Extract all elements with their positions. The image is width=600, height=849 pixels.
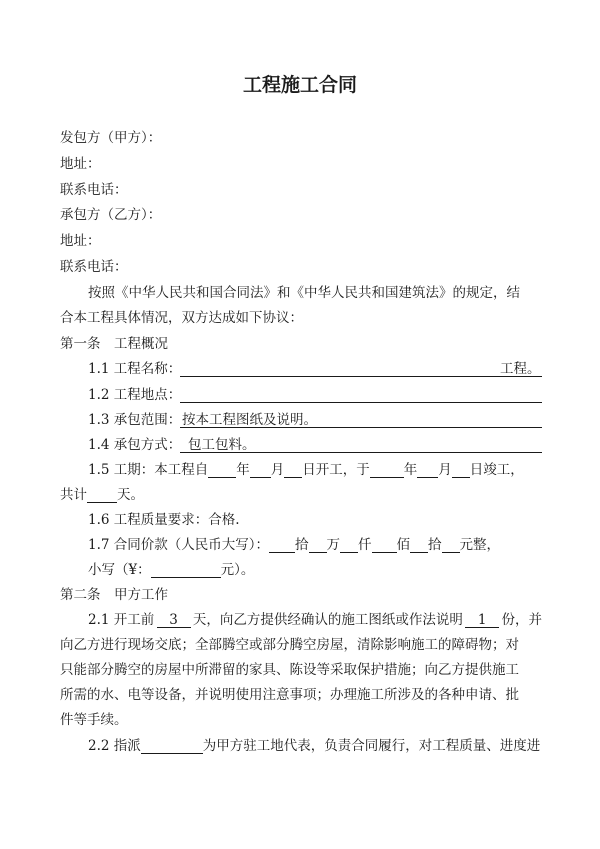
item-1-1-label: 1.1 工程名称： (88, 361, 182, 377)
item-1-7-text-e: 佰 (396, 537, 411, 553)
party-a-label: 发包方（甲方）： (60, 130, 162, 146)
price-shi-blank (410, 537, 428, 553)
item-1-7-text-b: 拾 (295, 537, 309, 553)
article-2-heading: 第二条 甲方工作 (60, 587, 168, 603)
party-a-address: 地址： (60, 156, 101, 172)
item-1-5-text-h: 共计 (60, 487, 87, 503)
total-days-blank (87, 487, 117, 503)
project-location-blank (180, 387, 542, 403)
item-2-1-text-a: 2.1 开工前 (88, 612, 155, 628)
party-b-address: 地址： (60, 233, 101, 249)
article-1-heading: 第一条 工程概况 (60, 336, 168, 352)
start-year-blank (208, 462, 236, 478)
item-2-1-line-1 (88, 612, 542, 628)
item-2-1-line-5: 件等手续。 (60, 712, 128, 728)
item-1-3-label: 1.3 承包范围： (88, 412, 182, 428)
item-2-1-line-4: 所需的水、电等设备，并说明使用注意事项；办理施工所涉及的各种申请、批 (60, 687, 519, 703)
item-1-1-suffix: 工程。 (500, 361, 541, 377)
drawing-copies-value: 1 (465, 612, 499, 628)
item-1-5-text-b: 年 (236, 462, 250, 478)
item-1-5-text-f: 月 (438, 462, 452, 478)
item-1-6: 1.6 工程质量要求：合格. (88, 512, 240, 528)
price-qian-blank (340, 537, 358, 553)
item-2-2-text-b: 为甲方驻工地代表，负责合同履行，对工程质量、进度进 (202, 738, 541, 754)
contract-method-value: 包工包料。 (188, 437, 256, 453)
item-1-5-text-c: 月 (270, 462, 285, 478)
end-day-blank (452, 462, 470, 478)
price-lowercase-blank (151, 562, 221, 578)
item-1-7-text-g: 元整， (459, 537, 501, 553)
item-2-2-text-a: 2.2 指派 (88, 738, 141, 754)
item-1-5-text-a: 1.5 工期：本工程自 (88, 462, 209, 478)
party-b-phone: 联系电话： (60, 259, 128, 275)
preamble-line-1: 按照《中华人民共和国合同法》和《中华人民共和国建筑法》的规定，结 (88, 285, 520, 301)
start-day-blank (284, 462, 302, 478)
item-2-1-text-b: 天，向乙方提供经确认的施工图纸或作法说明 (192, 612, 463, 628)
item-1-7-text-a: 1.7 合同价款（人民币大写）： (88, 537, 270, 553)
days-before-start-value: 3 (157, 612, 191, 628)
item-1-5-line-1 (88, 462, 524, 478)
item-2-1-line-3: 只能部分腾空的房屋中所滞留的家具、陈设等采取保护措施；向乙方提供施工 (60, 662, 519, 678)
site-representative-blank (141, 738, 203, 754)
party-b-label: 承包方（乙方）： (60, 207, 162, 223)
item-1-5-text-e: 年 (403, 462, 418, 478)
item-1-5-text-i: 天。 (117, 487, 144, 503)
project-name-blank (180, 361, 542, 377)
item-1-7-line-2 (88, 562, 254, 578)
item-1-7-line-1 (88, 537, 500, 553)
start-month-blank (250, 462, 271, 478)
item-1-7-text-f: 拾 (428, 537, 442, 553)
scope-value: 按本工程图纸及说明。 (182, 412, 317, 428)
item-1-7-text-h: 小写（¥： (88, 562, 151, 578)
item-1-5-text-d: 日开工，于 (302, 462, 370, 478)
item-1-5-line-2 (60, 487, 144, 503)
price-yuan-blank (442, 537, 460, 553)
price-shi-wan-blank (269, 537, 295, 553)
item-1-7-text-i: 元）。 (220, 562, 255, 578)
document-title: 工程施工合同 (242, 74, 357, 96)
end-year-blank (370, 462, 404, 478)
party-a-phone: 联系电话： (60, 182, 128, 198)
preamble-line-2: 合本工程具体情况，双方达成如下协议： (60, 310, 303, 326)
item-2-1-text-c: 份，并 (501, 612, 542, 628)
price-wan-blank (309, 537, 327, 553)
item-1-7-text-c: 万 (326, 537, 341, 553)
item-2-1-line-2: 向乙方进行现场交底；全部腾空或部分腾空房屋，清除影响施工的障碍物；对 (60, 637, 519, 653)
item-1-2-label: 1.2 工程地点： (88, 387, 182, 403)
item-1-4-label: 1.4 承包方式： (88, 437, 182, 453)
item-2-2-line-1 (88, 738, 540, 754)
end-month-blank (417, 462, 438, 478)
item-1-7-text-d: 仟 (358, 537, 372, 553)
item-1-5-text-g: 日竣工， (469, 462, 524, 478)
price-bai-blank (372, 537, 397, 553)
